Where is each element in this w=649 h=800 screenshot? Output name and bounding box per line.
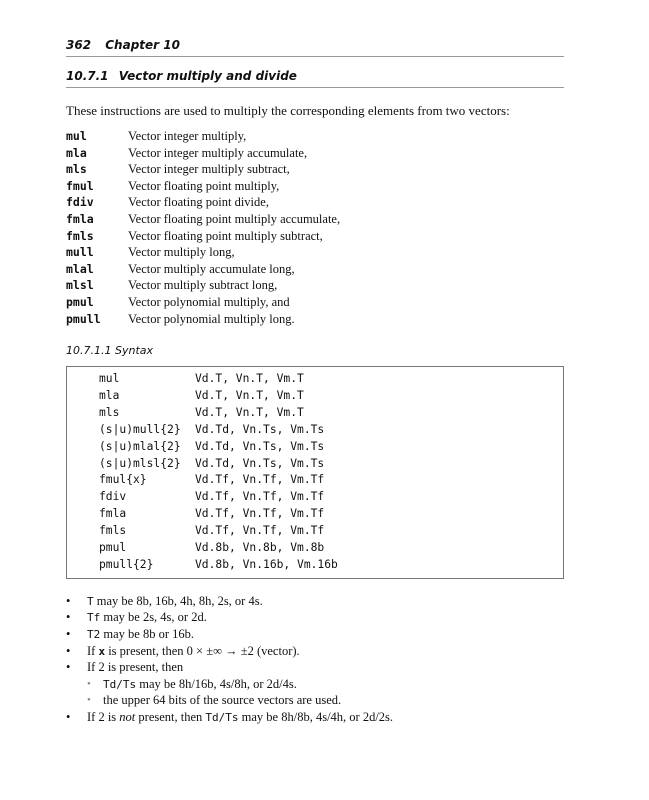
syntax-form: mls [99,405,120,419]
note-code: Td/Ts [205,710,239,724]
running-head [66,36,564,57]
instruction-row [66,178,564,195]
instruction-description: Vector integer multiply subtract, [128,162,290,177]
instruction-description: Vector polynomial multiply, and [128,294,290,309]
subsection-title [66,343,564,359]
note-subitem [66,692,564,709]
note-item [66,609,564,626]
syntax-operands: Vd.8b, Vn.16b, Vm.16b [195,557,338,571]
syntax-operands: Vd.Tf, Vn.Tf, Vm.Tf [195,524,325,538]
instruction-mnemonic: fdiv [66,195,94,210]
syntax-form: fmls [99,524,127,538]
syntax-row [99,489,563,506]
instruction-description: Vector integer multiply accumulate, [128,145,308,160]
section-title [66,67,564,88]
note-emphasis: not [119,709,136,724]
instruction-row [66,128,564,145]
bullet-icon: • [66,709,71,724]
section-title-text: Vector multiply and divide [118,69,297,83]
bullet-icon: • [66,593,71,608]
note-text: is present, then 0 × ±∞ → ±2 (vector). [105,643,300,658]
instruction-mnemonic: fmul [66,178,94,193]
syntax-row [99,388,563,405]
bullet-icon: • [66,610,71,625]
syntax-operands: Vd.T, Vn.T, Vm.T [195,372,304,386]
note-text-prefix: If 2 is [87,709,120,724]
bullet-icon: • [66,643,71,658]
subsection-title-text: Syntax [114,344,154,358]
instruction-mnemonic: pmull [66,311,101,326]
syntax-form: fmul{x} [99,473,147,487]
instruction-mnemonic: mls [66,162,87,177]
syntax-operands: Vd.T, Vn.T, Vm.T [195,389,304,403]
note-text-prefix: If [87,643,99,658]
syntax-operands: Vd.Td, Vn.Ts, Vm.Ts [195,422,325,436]
syntax-row [99,540,563,557]
instruction-row [66,161,564,178]
note-text: the upper 64 bits of the source vectors are used. [103,693,342,708]
instruction-description: Vector multiply accumulate long, [128,261,295,276]
syntax-row [99,371,563,388]
note-item [66,659,564,676]
instruction-row [66,244,564,261]
instruction-description: Vector integer multiply, [128,129,247,143]
bullet-icon: • [87,694,91,707]
syntax-form: pmul [99,541,127,555]
bullet-icon: • [66,660,71,675]
section-number: 10.7.1 [66,69,109,83]
instruction-mnemonic: fmla [66,211,94,226]
syntax-operands: Vd.Td, Vn.Ts, Vm.Ts [195,439,325,453]
instruction-mnemonic: mul [66,129,87,143]
syntax-row [99,439,563,456]
syntax-row [99,456,563,473]
instruction-mnemonic: mla [66,145,87,160]
syntax-operands: Vd.Tf, Vn.Tf, Vm.Tf [195,507,325,521]
instruction-row [66,211,564,228]
instruction-row [66,294,564,311]
instruction-description: Vector floating point multiply subtract, [128,228,323,243]
instruction-description: Vector floating point multiply, [128,178,280,193]
instruction-row [66,261,564,278]
note-text-mid: present, then [135,709,206,724]
instruction-mnemonic: mull [66,245,94,260]
instruction-row [66,311,564,328]
note-text: If 2 is present, then [87,660,184,675]
note-code: T2 [87,628,101,641]
instruction-mnemonic: pmul [66,294,94,309]
note-text: may be 2s, 4s, or 2d. [100,610,207,625]
syntax-form: (s|u)mlsl{2} [99,456,181,470]
syntax-operands: Vd.8b, Vn.8b, Vm.8b [195,541,325,555]
instruction-description: Vector multiply long, [128,245,235,260]
syntax-operands: Vd.Td, Vn.Ts, Vm.Ts [195,456,325,470]
note-text: may be 8h/16b, 4s/8h, or 2d/4s. [136,676,297,691]
syntax-form: fdiv [99,490,127,504]
syntax-operands: Vd.Tf, Vn.Tf, Vm.Tf [195,490,325,504]
note-subitem [66,676,564,693]
instruction-row [66,145,564,162]
subsection-number: 10.7.1.1 [66,344,112,358]
notes-list [66,593,564,726]
instruction-row [66,194,564,211]
note-text: may be 8b, 16b, 4h, 8h, 2s, or 4s. [93,593,263,608]
syntax-form: (s|u)mlal{2} [99,439,181,453]
instruction-mnemonic: mlal [66,261,94,276]
note-code: T [87,594,94,608]
syntax-row [99,405,563,422]
bullet-icon: • [87,677,91,690]
syntax-operands: Vd.T, Vn.T, Vm.T [195,405,304,419]
note-code: x [98,644,106,658]
syntax-row [99,472,563,489]
page-number: 362 [66,38,92,52]
instruction-mnemonic: fmls [66,228,94,243]
instruction-description: Vector polynomial multiply long. [128,311,295,326]
note-item [66,593,564,610]
page [66,36,564,726]
syntax-form: mla [99,389,120,403]
syntax-form: fmla [99,507,127,521]
syntax-operands: Vd.Tf, Vn.Tf, Vm.Tf [195,473,325,487]
instruction-mnemonic: mlsl [66,278,94,293]
syntax-row [99,523,563,540]
instruction-description: Vector multiply subtract long, [128,278,278,293]
syntax-box [66,366,564,579]
syntax-row [99,557,563,574]
syntax-form: pmull{2} [99,557,154,571]
note-code: Td/Ts [103,677,137,691]
syntax-row [99,422,563,439]
instruction-description: Vector floating point divide, [128,195,269,210]
syntax-form: (s|u)mull{2} [99,422,181,436]
instruction-row [66,228,564,245]
note-item [66,626,564,643]
syntax-form: mul [99,372,120,386]
note-item [66,643,564,660]
note-item [66,709,564,726]
note-code: Tf [87,611,101,625]
syntax-row [99,506,563,523]
bullet-icon: • [66,627,71,641]
chapter-label: Chapter 10 [105,38,180,52]
note-text: may be 8b or 16b. [100,627,194,641]
note-text: may be 8h/8b, 4s/4h, or 2d/2s. [238,709,394,724]
instruction-row [66,277,564,294]
intro-paragraph: These instructions are used to multiply the corresponding elements from two vectors: [66,103,510,118]
instruction-description: Vector floating point multiply accumulate, [128,211,341,226]
instruction-list [66,128,564,327]
